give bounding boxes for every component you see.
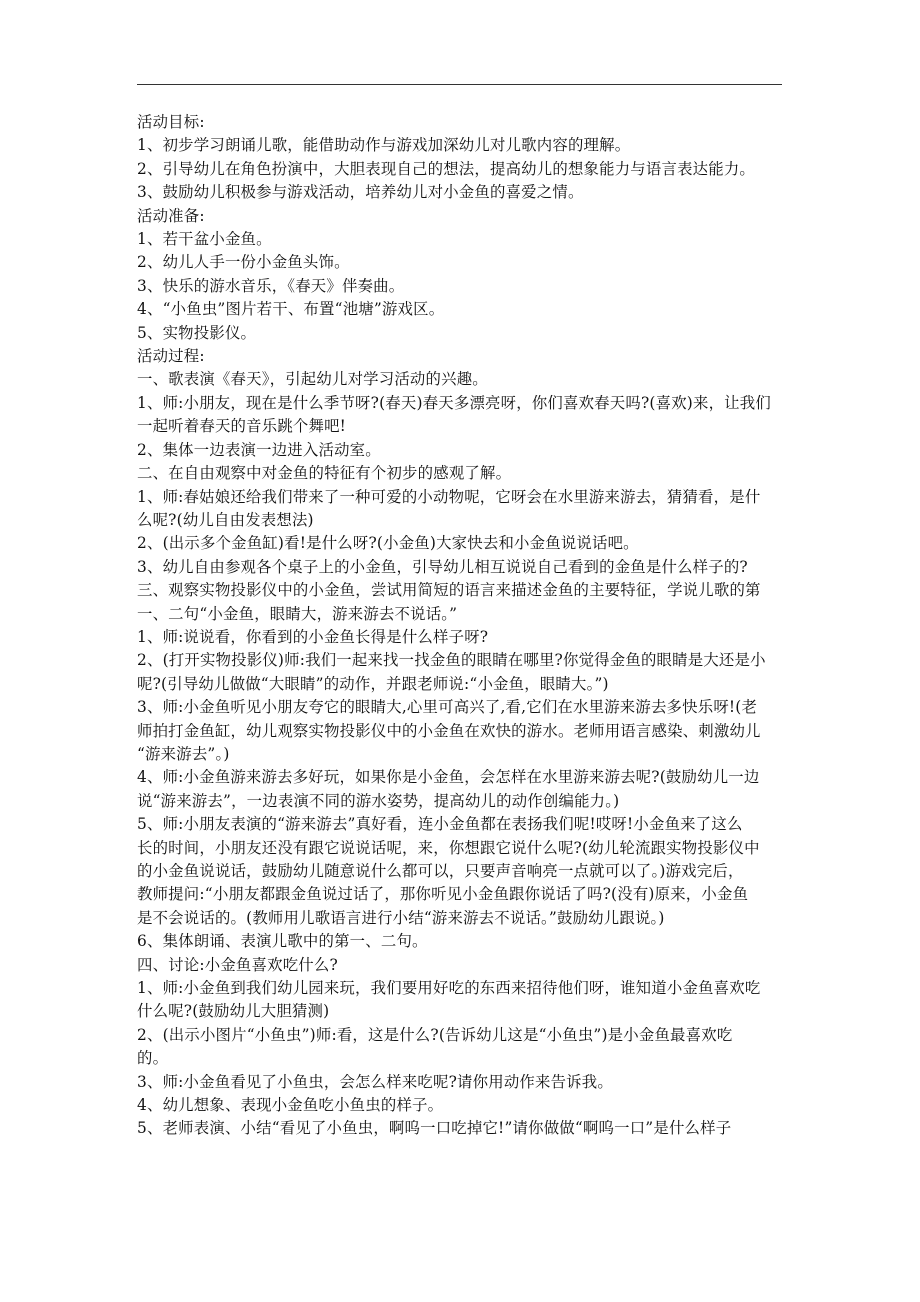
text-line: 2、(出示多个金鱼缸)看!是什么呀?(小金鱼)大家快去和小金鱼说说话吧。	[137, 534, 639, 553]
text-line: 的小金鱼说说话，鼓励幼儿随意说什么都可以，只要声音响亮一点就可以了。)游戏完后，	[137, 862, 744, 880]
text-line: 4、“小鱼虫”图片若干、布置“池塘”游戏区。	[137, 300, 445, 319]
text-line: 3、鼓励幼儿积极参与游戏活动，培养幼儿对小金鱼的喜爱之情。	[137, 183, 584, 202]
text-line: 2、集体一边表演一边进入活动室。	[137, 440, 381, 459]
text-line: 什么呢?(鼓励幼儿大胆猜测)	[137, 1002, 330, 1021]
text-line: 3、幼儿自由参观各个桌子上的小金鱼，引导幼儿相互说说自己看到的金鱼是什么样子的?	[137, 557, 748, 576]
text-line: 1、若干盆小金鱼。	[137, 230, 272, 249]
text-line: 2、幼儿人手一份小金鱼头饰。	[137, 253, 350, 272]
document-body	[137, 111, 785, 1141]
text-line: 4、幼儿想象、表现小金鱼吃小鱼虫的样子。	[137, 1096, 444, 1115]
text-line: 2、引导幼儿在角色扮演中，大胆表现自己的想法，提高幼儿的想象能力与语言表达能力。	[137, 159, 756, 178]
text-line: 一、二句“小金鱼，眼睛大，游来游去不说话。”	[137, 604, 458, 623]
text-line: 四、讨论:小金鱼喜欢吃什么?	[137, 955, 338, 974]
text-line: 1、师:春姑娘还给我们带来了一种可爱的小动物呢，它呀会在水里游来游去，猜猜看，是什	[137, 487, 761, 506]
header-rule	[137, 84, 782, 85]
text-line: 5、老师表演、小结“看见了小鱼虫，啊呜一口吃掉它!”请你做做“啊呜一口”是什么样子	[137, 1119, 732, 1138]
text-line: 1、师:说说看，你看到的小金鱼长得是什么样子呀?	[137, 627, 489, 646]
text-line: 3、师:小金鱼听见小朋友夸它的眼睛大,心里可高兴了,看,它们在水里游来游去多快乐呀!(老	[137, 698, 758, 717]
text-line: 1、师:小金鱼到我们幼儿园来玩，我们要用好吃的东西来招待他们呀，谁知道小金鱼喜欢吃	[137, 979, 761, 998]
text-line: 说“游来游去”，一边表演不同的游水姿势，提高幼儿的动作创编能力。)	[137, 791, 620, 810]
text-line: 教师提问:“小朋友都跟金鱼说过话了，那你听见小金鱼跟你说话了吗?(没有)原来，小金鱼	[137, 885, 749, 904]
text-line: 3、师:小金鱼看见了小鱼虫，会怎么样来吃呢?请你用动作来告诉我。	[137, 1072, 613, 1091]
text-line: 2、(出示小图片“小鱼虫”)师:看，这是什么?(告诉幼儿这是“小鱼虫”)是小金鱼最喜欢吃	[137, 1025, 733, 1044]
text-line: 师拍打金鱼缸，幼儿观察实物投影仪中的小金鱼在欢快的游水。老师用语言感染、刺激幼儿	[137, 721, 761, 740]
text-line: “游来游去”。)	[137, 744, 230, 763]
text-line: 4、师:小金鱼游来游去多好玩，如果你是小金鱼，会怎样在水里游来游去呢?(鼓励幼儿一边	[137, 768, 760, 787]
text-line: 长的时间，小朋友还没有跟它说说话呢，来，你想跟它说什么呢?(幼儿轮流跟实物投影仪中	[137, 838, 760, 857]
text-line: 活动目标:	[137, 113, 205, 131]
text-line: 1、初步学习朗诵儿歌，能借助动作与游戏加深幼儿对儿歌内容的理解。	[137, 136, 631, 155]
text-line: 呢?(引导幼儿做做“大眼睛”的动作，并跟老师说:“小金鱼，眼睛大。”)	[137, 674, 609, 693]
text-line: 1、师:小朋友，现在是什么季节呀?(春天)春天多漂亮呀，你们喜欢春天吗?(喜欢)来，让我们	[137, 393, 771, 412]
text-line: 的。	[137, 1049, 169, 1068]
text-line: 三、观察实物投影仪中的小金鱼，尝试用简短的语言来描述金鱼的主要特征，学说儿歌的第	[137, 581, 761, 600]
text-line: 2、(打开实物投影仪)师:我们一起来找一找金鱼的眼睛在哪里?你觉得金鱼的眼睛是大还是小	[137, 651, 766, 670]
text-line: 么呢?(幼儿自由发表想法)	[137, 510, 314, 529]
text-line: 6、集体朗诵、表演儿歌中的第一、二句。	[137, 932, 428, 951]
text-line: 一、歌表演《春天》，引起幼儿对学习活动的兴趣。	[137, 370, 488, 389]
text-line: 是不会说话的。(教师用儿歌语言进行小结“游来游去不说话。”鼓励幼儿跟说。)	[137, 908, 665, 927]
text-line: 活动过程:	[137, 347, 205, 366]
text-line: 5、实物投影仪。	[137, 323, 257, 342]
text-line: 二、在自由观察中对金鱼的特征有个初步的感观了解。	[137, 464, 512, 483]
text-line: 5、师:小朋友表演的“游来游去”真好看，连小金鱼都在表扬我们呢!哎呀!小金鱼来了这么	[137, 815, 743, 834]
text-line: 一起听着春天的音乐跳个舞吧!	[137, 417, 347, 436]
text-line: 活动准备:	[137, 206, 205, 225]
text-line: 3、快乐的游水音乐，《春天》伴奏曲。	[137, 276, 405, 295]
